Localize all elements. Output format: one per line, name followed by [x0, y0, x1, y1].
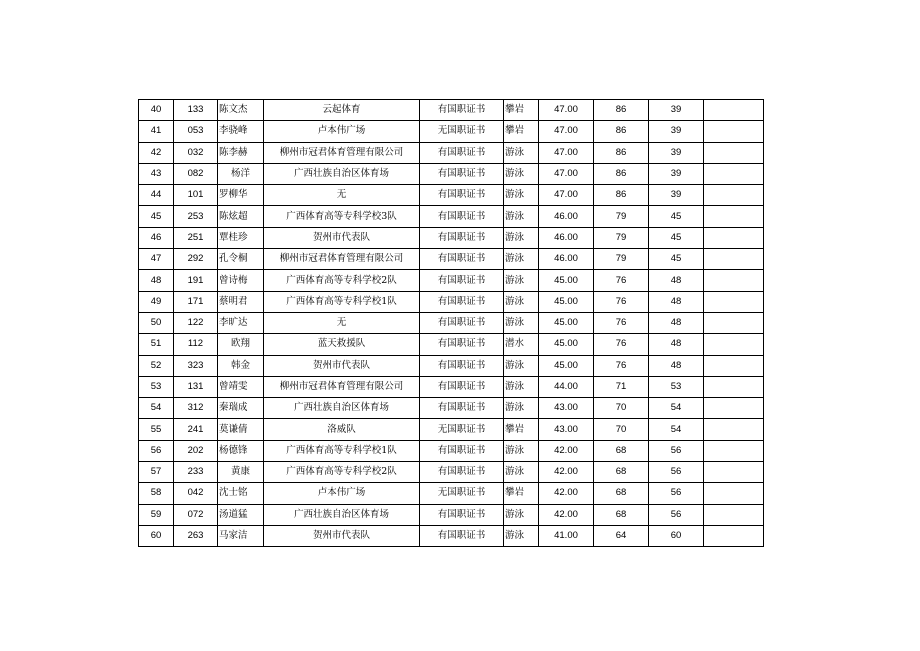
note-cell: [704, 185, 764, 206]
table-row: [139, 398, 764, 419]
entry-number-cell: 112: [174, 334, 218, 355]
athlete-name-cell: 沈士铭: [218, 483, 264, 504]
athlete-name-cell: 杨洋: [218, 163, 264, 184]
note-cell: [704, 376, 764, 397]
points-cell: 76: [594, 291, 649, 312]
event-cell: 攀岩: [504, 100, 539, 121]
row-index-cell: 50: [139, 312, 174, 333]
score-cell: 43.00: [539, 419, 594, 440]
table-row: [139, 525, 764, 546]
points-cell: 68: [594, 440, 649, 461]
athlete-name-cell: 陈文杰: [218, 100, 264, 121]
event-cell: 游泳: [504, 355, 539, 376]
rank-cell: 48: [649, 291, 704, 312]
row-index-cell: 51: [139, 334, 174, 355]
note-cell: [704, 483, 764, 504]
certificate-cell: 有国职证书: [420, 100, 504, 121]
certificate-cell: 有国职证书: [420, 440, 504, 461]
entry-number-cell: 042: [174, 483, 218, 504]
rank-cell: 39: [649, 163, 704, 184]
athlete-name-cell: 蔡明君: [218, 291, 264, 312]
certificate-cell: 有国职证书: [420, 163, 504, 184]
points-cell: 68: [594, 483, 649, 504]
score-cell: 43.00: [539, 398, 594, 419]
certificate-cell: 有国职证书: [420, 462, 504, 483]
event-cell: 游泳: [504, 227, 539, 248]
athlete-name-cell: 陈李赫: [218, 142, 264, 163]
team-cell: 柳州市冠君体育管理有限公司: [264, 376, 420, 397]
points-cell: 70: [594, 398, 649, 419]
athlete-name-cell: 莫谦倩: [218, 419, 264, 440]
table-row: [139, 121, 764, 142]
athlete-name-cell: 陈炫超: [218, 206, 264, 227]
athlete-name-cell: 曾诗梅: [218, 270, 264, 291]
event-cell: 攀岩: [504, 121, 539, 142]
points-cell: 86: [594, 121, 649, 142]
rank-cell: 48: [649, 334, 704, 355]
entry-number-cell: 233: [174, 462, 218, 483]
athlete-name-cell: 欧翔: [218, 334, 264, 355]
rank-cell: 56: [649, 462, 704, 483]
row-index-cell: 46: [139, 227, 174, 248]
note-cell: [704, 100, 764, 121]
table-row: [139, 249, 764, 270]
team-cell: 贺州市代表队: [264, 227, 420, 248]
entry-number-cell: 171: [174, 291, 218, 312]
note-cell: [704, 142, 764, 163]
table-row: [139, 312, 764, 333]
athlete-name-cell: 杨德锋: [218, 440, 264, 461]
certificate-cell: 无国职证书: [420, 419, 504, 440]
event-cell: 游泳: [504, 462, 539, 483]
team-cell: 广西壮族自治区体育场: [264, 163, 420, 184]
score-cell: 46.00: [539, 206, 594, 227]
team-cell: 柳州市冠君体育管理有限公司: [264, 249, 420, 270]
score-cell: 42.00: [539, 462, 594, 483]
score-cell: 47.00: [539, 121, 594, 142]
athlete-name-cell: 韩金: [218, 355, 264, 376]
note-cell: [704, 249, 764, 270]
points-cell: 68: [594, 462, 649, 483]
certificate-cell: 有国职证书: [420, 334, 504, 355]
entry-number-cell: 253: [174, 206, 218, 227]
team-cell: 洛威队: [264, 419, 420, 440]
entry-number-cell: 323: [174, 355, 218, 376]
entry-number-cell: 053: [174, 121, 218, 142]
score-cell: 45.00: [539, 291, 594, 312]
table-row: [139, 376, 764, 397]
points-cell: 76: [594, 334, 649, 355]
score-cell: 42.00: [539, 483, 594, 504]
entry-number-cell: 241: [174, 419, 218, 440]
table-row: [139, 270, 764, 291]
note-cell: [704, 121, 764, 142]
results-table-body: [139, 100, 764, 547]
certificate-cell: 有国职证书: [420, 504, 504, 525]
team-cell: 广西体育高等专科学校1队: [264, 291, 420, 312]
rank-cell: 54: [649, 398, 704, 419]
note-cell: [704, 462, 764, 483]
score-cell: 42.00: [539, 440, 594, 461]
event-cell: 游泳: [504, 376, 539, 397]
points-cell: 79: [594, 206, 649, 227]
event-cell: 游泳: [504, 270, 539, 291]
team-cell: 卢本伟广场: [264, 483, 420, 504]
table-row: [139, 504, 764, 525]
score-cell: 42.00: [539, 504, 594, 525]
athlete-name-cell: 黄康: [218, 462, 264, 483]
row-index-cell: 56: [139, 440, 174, 461]
event-cell: 游泳: [504, 185, 539, 206]
entry-number-cell: 251: [174, 227, 218, 248]
team-cell: 广西壮族自治区体育场: [264, 504, 420, 525]
team-cell: 卢本伟广场: [264, 121, 420, 142]
table-row: [139, 483, 764, 504]
team-cell: 无: [264, 185, 420, 206]
points-cell: 68: [594, 504, 649, 525]
entry-number-cell: 263: [174, 525, 218, 546]
score-cell: 47.00: [539, 142, 594, 163]
entry-number-cell: 032: [174, 142, 218, 163]
score-cell: 46.00: [539, 249, 594, 270]
entry-number-cell: 122: [174, 312, 218, 333]
rank-cell: 39: [649, 185, 704, 206]
team-cell: 柳州市冠君体育管理有限公司: [264, 142, 420, 163]
points-cell: 79: [594, 249, 649, 270]
team-cell: 云起体育: [264, 100, 420, 121]
entry-number-cell: 191: [174, 270, 218, 291]
entry-number-cell: 101: [174, 185, 218, 206]
event-cell: 攀岩: [504, 419, 539, 440]
points-cell: 76: [594, 270, 649, 291]
rank-cell: 45: [649, 249, 704, 270]
certificate-cell: 有国职证书: [420, 227, 504, 248]
team-cell: 广西壮族自治区体育场: [264, 398, 420, 419]
team-cell: 广西体育高等专科学校3队: [264, 206, 420, 227]
table-row: [139, 100, 764, 121]
entry-number-cell: 292: [174, 249, 218, 270]
score-cell: 41.00: [539, 525, 594, 546]
row-index-cell: 47: [139, 249, 174, 270]
event-cell: 游泳: [504, 440, 539, 461]
points-cell: 71: [594, 376, 649, 397]
athlete-name-cell: 李骁峰: [218, 121, 264, 142]
score-cell: 45.00: [539, 312, 594, 333]
score-cell: 45.00: [539, 270, 594, 291]
score-cell: 44.00: [539, 376, 594, 397]
note-cell: [704, 270, 764, 291]
event-cell: 游泳: [504, 163, 539, 184]
athlete-name-cell: 汤道猛: [218, 504, 264, 525]
row-index-cell: 58: [139, 483, 174, 504]
team-cell: 广西体育高等专科学校2队: [264, 462, 420, 483]
team-cell: 无: [264, 312, 420, 333]
points-cell: 64: [594, 525, 649, 546]
entry-number-cell: 202: [174, 440, 218, 461]
table-row: [139, 206, 764, 227]
rank-cell: 56: [649, 483, 704, 504]
points-cell: 76: [594, 312, 649, 333]
score-cell: 47.00: [539, 100, 594, 121]
note-cell: [704, 525, 764, 546]
table-row: [139, 462, 764, 483]
row-index-cell: 41: [139, 121, 174, 142]
row-index-cell: 57: [139, 462, 174, 483]
row-index-cell: 55: [139, 419, 174, 440]
note-cell: [704, 440, 764, 461]
table-row: [139, 185, 764, 206]
rank-cell: 39: [649, 121, 704, 142]
rank-cell: 56: [649, 440, 704, 461]
event-cell: 游泳: [504, 206, 539, 227]
certificate-cell: 有国职证书: [420, 376, 504, 397]
entry-number-cell: 082: [174, 163, 218, 184]
rank-cell: 60: [649, 525, 704, 546]
points-cell: 86: [594, 163, 649, 184]
rank-cell: 48: [649, 312, 704, 333]
row-index-cell: 54: [139, 398, 174, 419]
table-row: [139, 355, 764, 376]
score-cell: 45.00: [539, 355, 594, 376]
entry-number-cell: 312: [174, 398, 218, 419]
certificate-cell: 有国职证书: [420, 312, 504, 333]
event-cell: 游泳: [504, 398, 539, 419]
score-cell: 47.00: [539, 163, 594, 184]
row-index-cell: 60: [139, 525, 174, 546]
row-index-cell: 53: [139, 376, 174, 397]
row-index-cell: 43: [139, 163, 174, 184]
team-cell: 贺州市代表队: [264, 355, 420, 376]
note-cell: [704, 419, 764, 440]
athlete-name-cell: 秦瑞成: [218, 398, 264, 419]
event-cell: 游泳: [504, 525, 539, 546]
rank-cell: 39: [649, 100, 704, 121]
rank-cell: 56: [649, 504, 704, 525]
note-cell: [704, 291, 764, 312]
rank-cell: 45: [649, 227, 704, 248]
athlete-name-cell: 覃桂珍: [218, 227, 264, 248]
row-index-cell: 48: [139, 270, 174, 291]
row-index-cell: 49: [139, 291, 174, 312]
rank-cell: 54: [649, 419, 704, 440]
note-cell: [704, 312, 764, 333]
team-cell: 蓝天救援队: [264, 334, 420, 355]
score-cell: 45.00: [539, 334, 594, 355]
row-index-cell: 42: [139, 142, 174, 163]
rank-cell: 48: [649, 355, 704, 376]
table-row: [139, 334, 764, 355]
certificate-cell: 有国职证书: [420, 142, 504, 163]
event-cell: 攀岩: [504, 483, 539, 504]
points-cell: 86: [594, 100, 649, 121]
table-row: [139, 227, 764, 248]
event-cell: 游泳: [504, 249, 539, 270]
points-cell: 70: [594, 419, 649, 440]
table-row: [139, 163, 764, 184]
points-cell: 86: [594, 185, 649, 206]
certificate-cell: 有国职证书: [420, 249, 504, 270]
event-cell: 潜水: [504, 334, 539, 355]
note-cell: [704, 504, 764, 525]
certificate-cell: 有国职证书: [420, 185, 504, 206]
certificate-cell: 无国职证书: [420, 121, 504, 142]
event-cell: 游泳: [504, 312, 539, 333]
entry-number-cell: 133: [174, 100, 218, 121]
rank-cell: 48: [649, 270, 704, 291]
table-row: [139, 440, 764, 461]
results-table: [138, 99, 764, 547]
certificate-cell: 有国职证书: [420, 206, 504, 227]
note-cell: [704, 163, 764, 184]
row-index-cell: 59: [139, 504, 174, 525]
table-row: [139, 291, 764, 312]
event-cell: 游泳: [504, 504, 539, 525]
rank-cell: 39: [649, 142, 704, 163]
certificate-cell: 有国职证书: [420, 398, 504, 419]
event-cell: 游泳: [504, 142, 539, 163]
note-cell: [704, 398, 764, 419]
certificate-cell: 有国职证书: [420, 270, 504, 291]
certificate-cell: 有国职证书: [420, 355, 504, 376]
certificate-cell: 有国职证书: [420, 291, 504, 312]
entry-number-cell: 072: [174, 504, 218, 525]
athlete-name-cell: 孔令桐: [218, 249, 264, 270]
table-row: [139, 142, 764, 163]
rank-cell: 53: [649, 376, 704, 397]
certificate-cell: 无国职证书: [420, 483, 504, 504]
athlete-name-cell: 曾靖雯: [218, 376, 264, 397]
certificate-cell: 有国职证书: [420, 525, 504, 546]
note-cell: [704, 334, 764, 355]
athlete-name-cell: 李旷达: [218, 312, 264, 333]
row-index-cell: 40: [139, 100, 174, 121]
team-cell: 贺州市代表队: [264, 525, 420, 546]
rank-cell: 45: [649, 206, 704, 227]
event-cell: 游泳: [504, 291, 539, 312]
row-index-cell: 45: [139, 206, 174, 227]
score-cell: 47.00: [539, 185, 594, 206]
points-cell: 79: [594, 227, 649, 248]
athlete-name-cell: 罗柳华: [218, 185, 264, 206]
note-cell: [704, 355, 764, 376]
score-cell: 46.00: [539, 227, 594, 248]
note-cell: [704, 206, 764, 227]
entry-number-cell: 131: [174, 376, 218, 397]
team-cell: 广西体育高等专科学校1队: [264, 440, 420, 461]
note-cell: [704, 227, 764, 248]
team-cell: 广西体育高等专科学校2队: [264, 270, 420, 291]
row-index-cell: 44: [139, 185, 174, 206]
points-cell: 76: [594, 355, 649, 376]
athlete-name-cell: 马家洁: [218, 525, 264, 546]
table-row: [139, 419, 764, 440]
row-index-cell: 52: [139, 355, 174, 376]
points-cell: 86: [594, 142, 649, 163]
